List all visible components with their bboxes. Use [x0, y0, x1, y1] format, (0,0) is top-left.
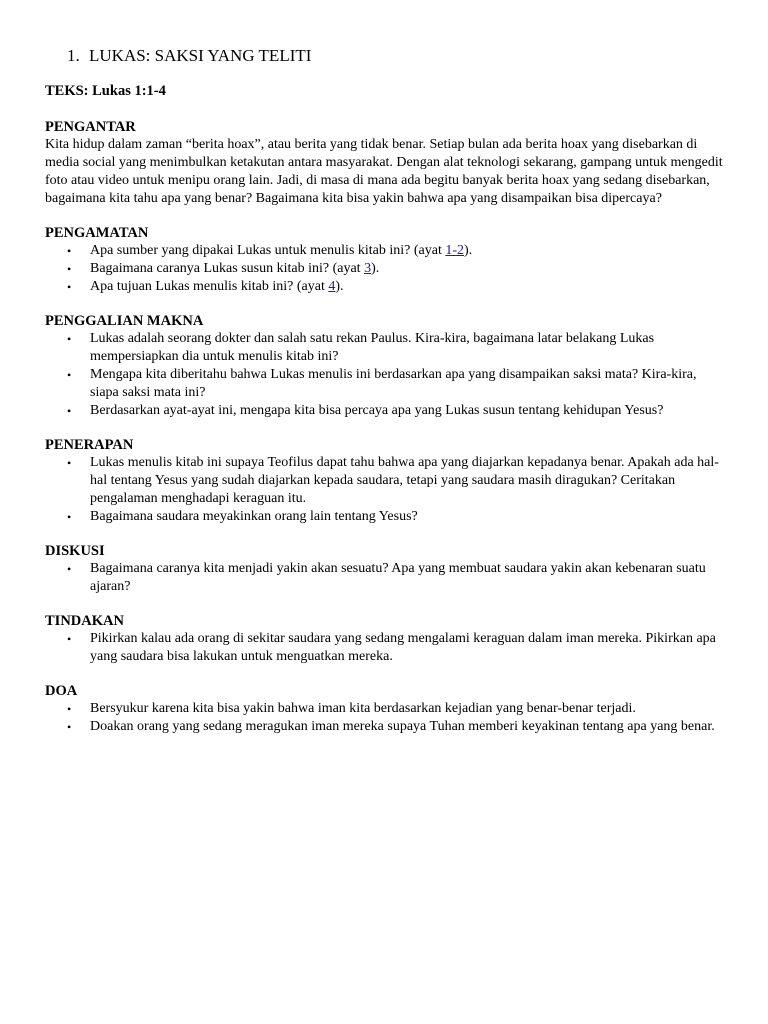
section-diskusi	[45, 542, 725, 596]
penggalian-list	[45, 330, 725, 420]
list-item	[45, 242, 725, 260]
section-penggalian-makna	[45, 312, 725, 420]
heading-pengantar: PENGANTAR	[45, 119, 136, 135]
list-item-text: Bagaimana caranya Lukas susun kitab ini? (ayat	[90, 261, 365, 276]
bullet-icon: •	[67, 562, 72, 576]
tindakan-list	[45, 630, 725, 666]
bullet-icon: •	[67, 262, 72, 276]
list-item-text: Bersyukur karena kita bisa yakin bahwa iman kita berdasarkan kejadian yang benar-benar terjadi.	[90, 701, 636, 716]
list-item	[45, 260, 725, 278]
list-item	[45, 560, 725, 596]
list-item-text: Bagaimana saudara meyakinkan orang lain tentang Yesus?	[90, 509, 418, 524]
list-item-text: ).	[464, 243, 473, 258]
section-pengantar	[45, 118, 725, 208]
scripture-reference: TEKS: Lukas 1:1-4	[45, 83, 166, 99]
verse-link[interactable]: 1-2	[445, 243, 465, 258]
list-item	[45, 454, 725, 508]
verse-link[interactable]: 4	[328, 279, 336, 294]
document-page	[45, 44, 725, 752]
bullet-icon: •	[67, 244, 72, 258]
list-item	[45, 718, 725, 736]
list-item-text: ).	[371, 261, 380, 276]
bullet-icon: •	[67, 368, 72, 382]
list-item	[45, 630, 725, 666]
list-item	[45, 330, 725, 366]
verse-link[interactable]: 3	[364, 261, 372, 276]
diskusi-list	[45, 560, 725, 596]
heading-pengamatan: PENGAMATAN	[45, 225, 149, 241]
list-item-text: Doakan orang yang sedang meragukan iman mereka supaya Tuhan memberi keyakinan tentang apa yang benar.	[90, 719, 715, 734]
title-text: LUKAS: SAKSI YANG TELITI	[89, 46, 312, 65]
penerapan-list	[45, 454, 725, 526]
list-item-text: ).	[335, 279, 344, 294]
list-item-text: Mengapa kita diberitahu bahwa Lukas menulis ini berdasarkan apa yang disampaikan saksi mata? Kira-kira, siapa saksi mata ini?	[90, 367, 697, 400]
page-title	[67, 44, 725, 68]
list-item	[45, 508, 725, 526]
section-pengamatan	[45, 224, 725, 296]
bullet-icon: •	[67, 720, 72, 734]
list-item-text: Bagaimana caranya kita menjadi yakin akan sesuatu? Apa yang membuat saudara yakin akan kebenaran suatu ajaran?	[90, 561, 706, 594]
list-item-text: Lukas adalah seorang dokter dan salah satu rekan Paulus. Kira-kira, bagaimana latar belakang Lukas mempersiapkan dia untuk menulis kitab ini?	[90, 331, 655, 364]
list-item	[45, 700, 725, 718]
list-item-text: Berdasarkan ayat-ayat ini, mengapa kita bisa percaya apa yang Lukas susun tentang kehidupan Yesus?	[90, 403, 664, 418]
bullet-icon: •	[67, 702, 72, 716]
list-item-text: Apa tujuan Lukas menulis kitab ini? (ayat	[90, 279, 329, 294]
pengamatan-list	[45, 242, 725, 296]
list-item	[45, 278, 725, 296]
bullet-icon: •	[67, 510, 72, 524]
bullet-icon: •	[67, 332, 72, 346]
bullet-icon: •	[67, 280, 72, 294]
bullet-icon: •	[67, 456, 72, 470]
heading-penggalian-makna: PENGGALIAN MAKNA	[45, 313, 204, 329]
bullet-icon: •	[67, 404, 72, 418]
bullet-icon: •	[67, 632, 72, 646]
heading-penerapan: PENERAPAN	[45, 437, 134, 453]
section-tindakan	[45, 612, 725, 666]
list-item-text: Apa sumber yang dipakai Lukas untuk menulis kitab ini? (ayat	[90, 243, 446, 258]
heading-tindakan: TINDAKAN	[45, 613, 124, 629]
heading-doa: DOA	[45, 683, 78, 699]
list-item	[45, 366, 725, 402]
section-penerapan	[45, 436, 725, 526]
heading-diskusi: DISKUSI	[45, 543, 105, 559]
doa-list	[45, 700, 725, 736]
list-item	[45, 402, 725, 420]
section-doa	[45, 682, 725, 736]
title-number: 1.	[67, 46, 80, 65]
list-item-text: Lukas menulis kitab ini supaya Teofilus dapat tahu bahwa apa yang diajarkan kepadanya benar. Apakah ada hal-hal tentang Yesus yang sudah diajarkan kepada saudara, tetapi yang saudara masih diragukan? Ceritakan pengalaman menghadapi keraguan itu.	[90, 455, 719, 506]
pengantar-paragraph: Kita hidup dalam zaman “berita hoax”, atau berita yang tidak benar. Setiap bulan ada berita hoax yang disebarkan di media social yang menimbulkan ketakutan antara masyarakat. Dengan alat teknologi sekarang, gampang untuk mengedit foto atau video untuk menipu orang lain. Jadi, di masa di mana ada begitu banyak berita hoax yang sedang disebarkan, bagaimana kita tahu apa yang benar? Bagaimana kita bisa yakin bahwa apa yang disampaikan bisa dipercaya?	[45, 137, 723, 206]
list-item-text: Pikirkan kalau ada orang di sekitar saudara yang sedang mengalami keraguan dalam iman mereka. Pikirkan apa yang saudara bisa lakukan untuk menguatkan mereka.	[90, 631, 716, 664]
